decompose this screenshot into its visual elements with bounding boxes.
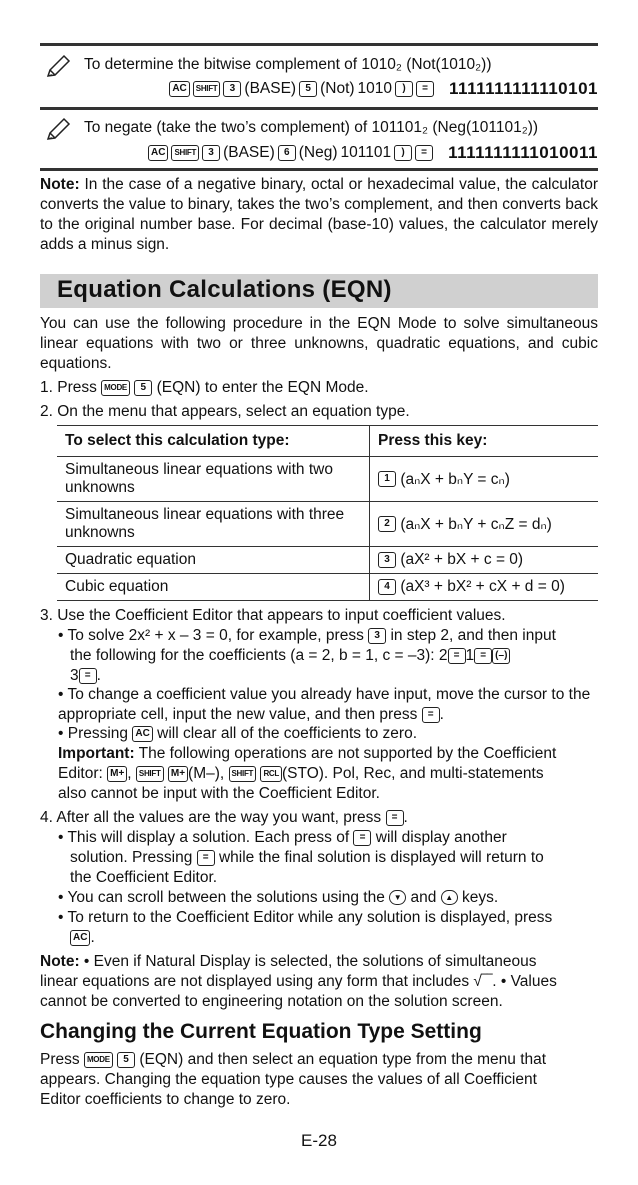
step-4-bullet-3: • To return to the Coefficient Editor while any solution is displayed, press xyxy=(58,909,553,926)
three-key: 3 xyxy=(368,628,386,644)
shift-key: SHIFT xyxy=(229,766,257,782)
three-key: 3 xyxy=(223,81,241,97)
equals-key: = xyxy=(79,668,97,684)
step-3: 3. Use the Coefficient Editor that appears to input coefficient values. xyxy=(40,607,506,624)
note-2-line-3: cannot be converted to engineering notation on the solution screen. xyxy=(40,993,503,1010)
table-cell-key: 3 (aX² + bX + c = 0) xyxy=(370,547,599,574)
example-1-keys xyxy=(169,79,598,99)
step-3-bullet-1-end: 3 = . xyxy=(70,667,101,684)
note-text: In the case of a negative binary, octal or hexadecimal value, the calculator converts the value to binary, takes the two’s complement, and then converts back to the original number base. For decimal (base-10) values, the calculator merely adds a minus sign. xyxy=(40,176,598,253)
pencil-icon xyxy=(44,117,72,143)
note-2: Note: • Even if Natural Display is selected, the solutions of simultaneous xyxy=(40,953,537,970)
table-header-key: Press this key: xyxy=(370,426,599,457)
ac-key: AC xyxy=(148,145,168,161)
table-row xyxy=(57,547,598,574)
base-label: (BASE) xyxy=(244,80,297,97)
note-2-line-2: linear equations are not displayed using any form that includes √‾‾. • Values xyxy=(40,973,557,990)
step-4-bullet-2: • You can scroll between the solutions using the ▼ and ▲ keys. xyxy=(58,889,499,906)
table-row xyxy=(57,502,598,547)
shift-key: SHIFT xyxy=(136,766,164,782)
step-3-bullet-2: • To change a coefficient value you already have input, move the cursor to the appropriate cell, input the new value, and then press = . xyxy=(58,686,591,723)
important-note: Important: The following operations are not supported by the Coefficient xyxy=(58,745,557,762)
final-paragraph-line-2: appears. Changing the equation type causes the values of all Coefficient xyxy=(40,1071,537,1088)
mid-rule xyxy=(40,107,598,110)
example-1-description: To determine the bitwise complement of 1010₂ (Not(1010₂)) xyxy=(84,56,492,73)
close-paren-key: ) xyxy=(395,81,413,97)
cursor-up-icon: ▲ xyxy=(441,890,458,905)
step-4-bullet-3-end: AC . xyxy=(70,928,95,948)
step-4: 4. After all the values are the way you want, press = . xyxy=(40,809,408,826)
pencil-icon xyxy=(44,54,72,80)
section-title: Equation Calculations (EQN) xyxy=(57,276,392,303)
bottom-rule xyxy=(40,168,598,171)
equation-type-table xyxy=(57,425,598,601)
m-plus-key: M+ xyxy=(107,766,127,782)
equals-key: = xyxy=(422,707,440,723)
mode-key: MODE xyxy=(101,380,130,396)
neg-label: (Neg) xyxy=(298,144,338,161)
table-row xyxy=(57,574,598,601)
five-key: 5 xyxy=(117,1052,135,1068)
digits: 101101 xyxy=(340,144,392,161)
ac-key: AC xyxy=(70,930,90,946)
ac-key: AC xyxy=(132,726,152,742)
cursor-down-icon: ▼ xyxy=(389,890,406,905)
digits: 1010 xyxy=(357,80,393,97)
important-note-line-2: Editor: M+ , SHIFT M+ (M–), SHIFT RCL (STO). Pol, Rec, and multi-statements xyxy=(58,765,544,782)
important-note-line-3: also cannot be input with the Coefficient Editor. xyxy=(58,785,380,802)
example-1-result: 1111111111110101 xyxy=(449,79,598,98)
step-4-bullet-1: • This will display a solution. Each press of = will display another xyxy=(58,829,507,846)
equals-key: = xyxy=(353,830,371,846)
equals-key: = xyxy=(415,145,433,161)
intro-paragraph: You can use the following procedure in the EQN Mode to solve simultaneous linear equations with two or three unknowns, quadratic equations, and cubic equations. xyxy=(40,315,598,372)
equals-key: = xyxy=(474,648,492,664)
negative-key: (–) xyxy=(492,648,510,664)
step-3-bullet-1: • To solve 2x² + x – 3 = 0, for example, press 3 in step 2, and then input xyxy=(58,627,556,644)
close-paren-key: ) xyxy=(394,145,412,161)
note-1 xyxy=(40,175,598,255)
step-3-bullet-3: • Pressing AC will clear all of the coefficients to zero. xyxy=(58,725,418,742)
subheading: Changing the Current Equation Type Setting xyxy=(40,1020,482,1043)
table-cell-key: 4 (aX³ + bX² + cX + d = 0) xyxy=(370,574,599,601)
six-key: 6 xyxy=(278,145,296,161)
shift-key: SHIFT xyxy=(193,81,221,97)
ac-key: AC xyxy=(169,81,189,97)
m-plus-key: M+ xyxy=(168,766,188,782)
final-paragraph: Press MODE 5 (EQN) and then select an equation type from the menu that xyxy=(40,1051,547,1068)
step-4-bullet-1-cont: solution. Pressing = while the final solution is displayed will return to xyxy=(70,849,544,866)
step-4-bullet-1-end: the Coefficient Editor. xyxy=(70,869,218,886)
table-cell-type: Simultaneous linear equations with two unknowns xyxy=(57,457,370,502)
shift-key: SHIFT xyxy=(171,145,199,161)
mode-key: MODE xyxy=(84,1052,113,1068)
not-label: (Not) xyxy=(320,80,355,97)
note-label: Note: xyxy=(40,176,80,193)
rcl-key: RCL xyxy=(260,766,282,782)
equals-key: = xyxy=(386,810,404,826)
table-row xyxy=(57,457,598,502)
base-label: (BASE) xyxy=(223,144,275,161)
table-cell-type: Simultaneous linear equations with three unknowns xyxy=(57,502,370,547)
step-1: 1. Press MODE 5 (EQN) to enter the EQN Mode. xyxy=(40,379,369,396)
equals-key: = xyxy=(197,850,215,866)
top-rule xyxy=(40,43,598,46)
table-cell-type: Quadratic equation xyxy=(57,547,370,574)
example-2-keys xyxy=(148,143,598,163)
table-cell-type: Cubic equation xyxy=(57,574,370,601)
step-3-bullet-1-cont: the following for the coefficients (a = 2, b = 1, c = –3): 2 = 1 = (–) xyxy=(70,646,598,666)
equals-key: = xyxy=(416,81,434,97)
table-header-row xyxy=(57,426,598,457)
table-header-type: To select this calculation type: xyxy=(57,426,370,457)
example-2-description: To negate (take the two’s complement) of 101101₂ (Neg(101101₂)) xyxy=(84,119,539,136)
example-2-result: 1111111111010011 xyxy=(448,143,598,162)
equals-key: = xyxy=(448,648,466,664)
step-2: 2. On the menu that appears, select an equation type. xyxy=(40,403,410,420)
table-cell-key: 1 (aₙX + bₙY = cₙ) xyxy=(370,457,599,502)
page-number: E-28 xyxy=(301,1131,337,1150)
three-key: 3 xyxy=(202,145,220,161)
five-key: 5 xyxy=(134,380,152,396)
five-key: 5 xyxy=(299,81,317,97)
table-cell-key: 2 (aₙX + bₙY + cₙZ = dₙ) xyxy=(370,502,599,547)
final-paragraph-line-3: Editor coefficients to change to zero. xyxy=(40,1091,291,1108)
